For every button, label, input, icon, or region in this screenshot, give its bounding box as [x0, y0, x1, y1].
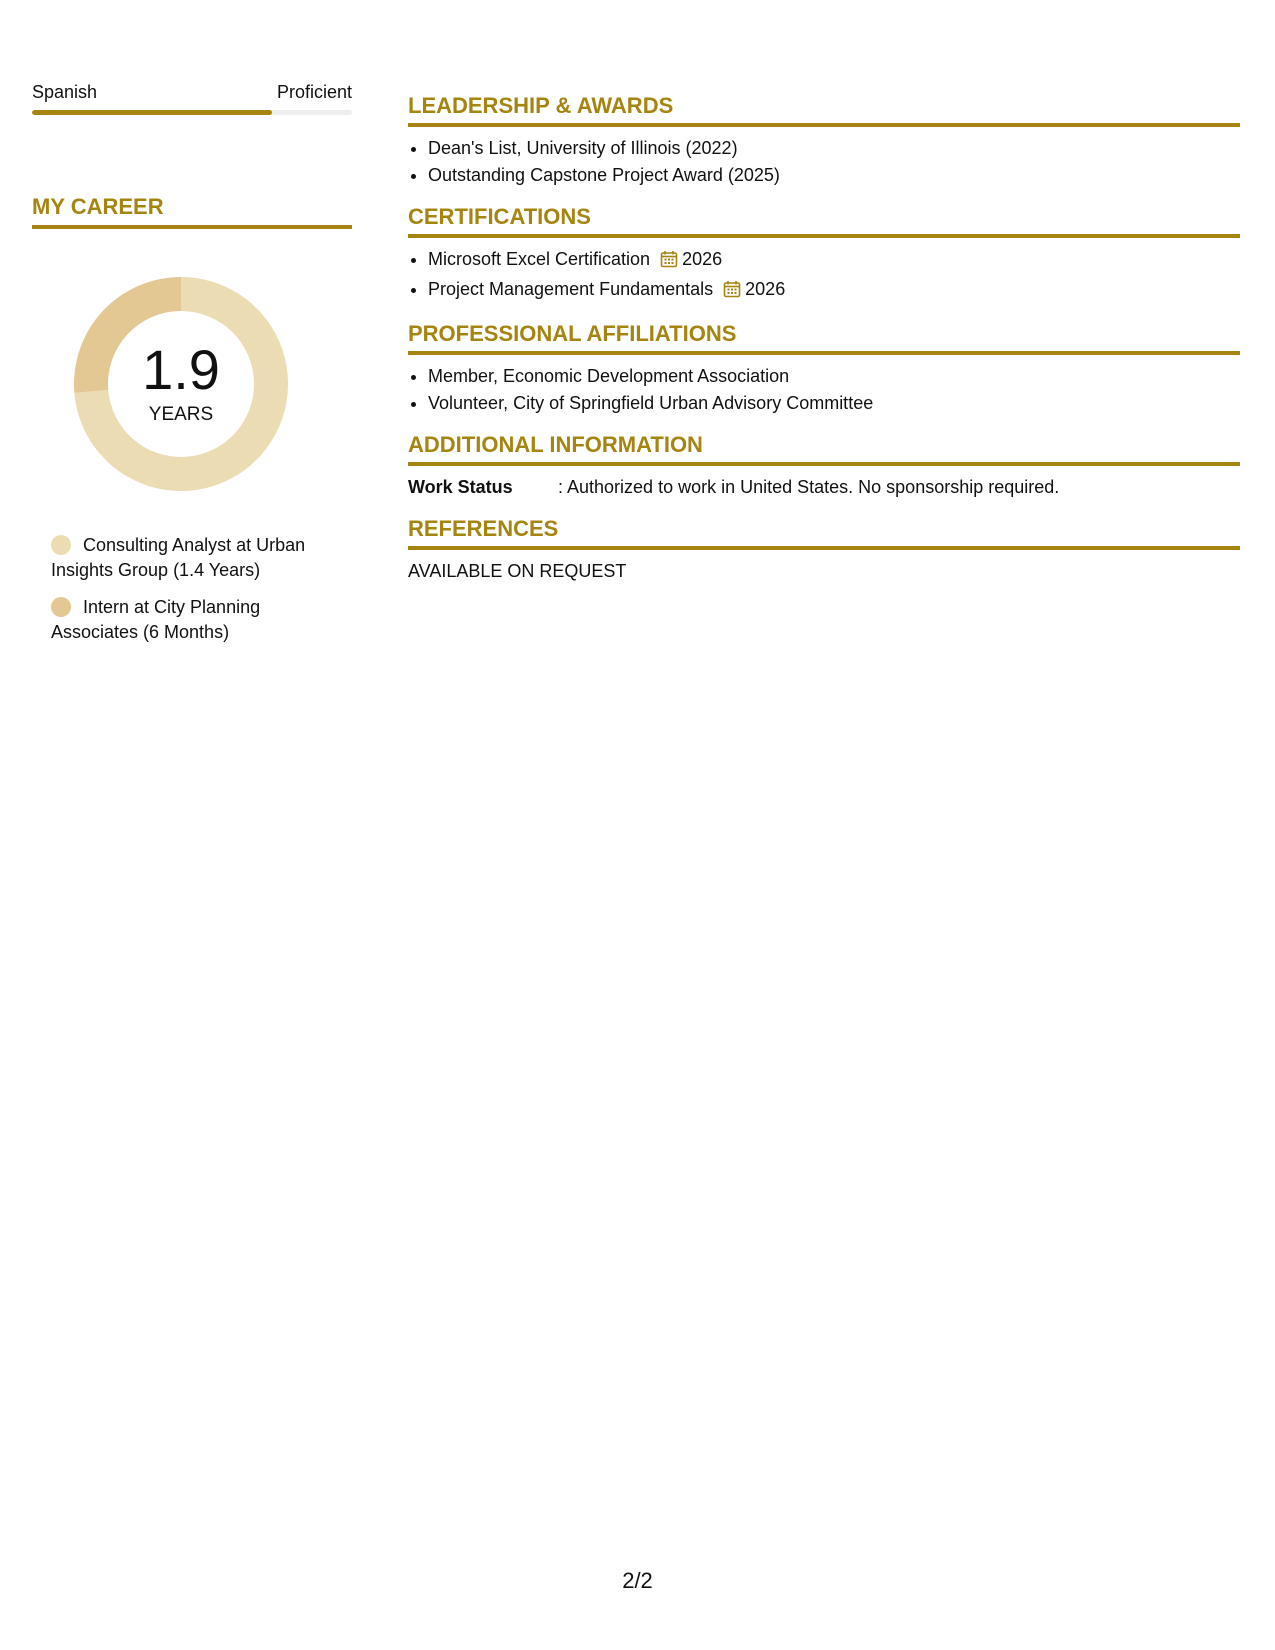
calendar-icon — [723, 279, 741, 306]
right-column — [408, 92, 1240, 599]
section-title: ADDITIONAL INFORMATION — [408, 431, 1240, 466]
language-proficiency-fill — [32, 110, 272, 115]
certification-year: 2026 — [682, 249, 723, 269]
certifications-section — [408, 203, 1240, 306]
career-donut-chart — [66, 269, 296, 499]
certification-name: Microsoft Excel Certification — [428, 249, 651, 269]
career-total-value: 1.9 — [142, 338, 220, 401]
affiliations-section — [408, 320, 1240, 417]
additional-info-section — [408, 431, 1240, 501]
list-item — [428, 246, 1240, 276]
affiliations-list — [408, 363, 1240, 417]
references-section — [408, 515, 1240, 585]
language-name: Spanish — [32, 82, 98, 102]
language-row — [32, 80, 352, 104]
certifications-list — [408, 246, 1240, 306]
leadership-section — [408, 92, 1240, 189]
legend-item — [51, 595, 341, 645]
donut-center — [66, 269, 296, 499]
list-item: • Dean's List, University of Illinois (2022) — [428, 135, 1240, 162]
language-level: Proficient — [276, 82, 352, 102]
calendar-icon — [660, 249, 678, 276]
section-title: CERTIFICATIONS — [408, 203, 1240, 238]
career-total-unit: YEARS — [148, 404, 214, 425]
references-text: AVAILABLE ON REQUEST — [408, 561, 627, 581]
work-status-row — [408, 474, 1240, 501]
legend-dot — [51, 597, 71, 617]
section-title: LEADERSHIP & AWARDS — [408, 92, 1240, 127]
certification-name: Project Management Fundamentals — [428, 279, 714, 299]
section-title: REFERENCES — [408, 515, 1240, 550]
list-item: • Outstanding Capstone Project Award (2025) — [428, 162, 1240, 189]
certification-year: 2026 — [745, 279, 786, 299]
legend-label: Consulting Analyst at Urban Insights Group (1.4 Years) — [51, 535, 306, 580]
work-status-value: : Authorized to work in United States. No sponsorship required. — [558, 477, 1060, 497]
career-legend — [32, 533, 352, 645]
leadership-list — [408, 135, 1240, 189]
legend-dot — [51, 535, 71, 555]
language-proficiency-bar — [32, 110, 352, 115]
left-column — [32, 80, 352, 657]
legend-item — [51, 533, 341, 583]
legend-label: Intern at City Planning Associates (6 Months) — [51, 597, 261, 642]
list-item: • Volunteer, City of Springfield Urban Advisory Committee — [428, 390, 1240, 417]
section-title: PROFESSIONAL AFFILIATIONS — [408, 320, 1240, 355]
career-heading: MY CAREER — [32, 193, 352, 229]
page-number: 2/2 — [622, 1568, 653, 1593]
list-item — [428, 276, 1240, 306]
list-item: • Member, Economic Development Association — [428, 363, 1240, 390]
work-status-label: Work Status — [408, 477, 513, 497]
